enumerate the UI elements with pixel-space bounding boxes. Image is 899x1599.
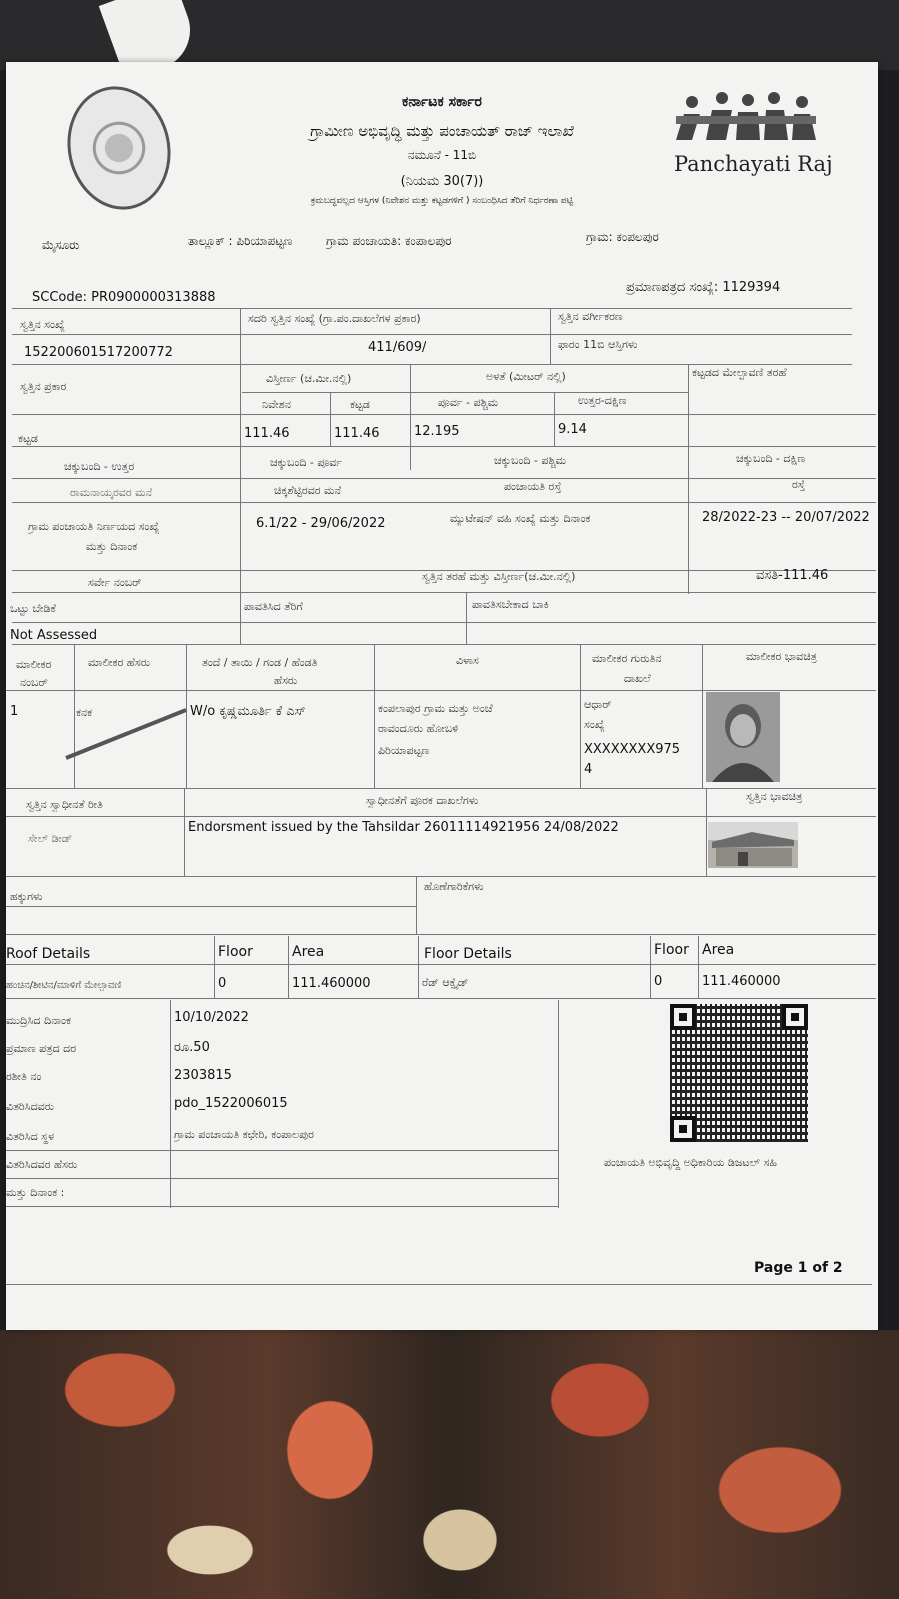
owner-no-label-2: ನಂಬರ್ — [20, 676, 48, 689]
tax-paid-label: ಪಾವತಿಸಿದ ತೆರಿಗೆ — [244, 600, 303, 613]
boundary-south-value: ರಸ್ತೆ — [792, 478, 806, 491]
digital-signature-label: ಪಂಚಾಯತಿ ಅಭಿವೃದ್ಧಿ ಅಧಿಕಾರಿಯ ಡಿಜಟಲ್ ಸಹಿ — [604, 1156, 777, 1169]
address-line-3: ಪಿರಿಯಾಪಟ್ಟಣ — [378, 744, 430, 757]
area-label: ವಿಸ್ತೀರ್ಣ (ಚ.ಮೀ.ನಲ್ಲಿ) — [266, 372, 352, 385]
roof-floor-value: 0 — [218, 976, 227, 991]
property-class-value: ಫಾರಂ 11ಬಿ ಆಸ್ತಿಗಳು — [558, 338, 638, 351]
issuer-label: ವಿತರಿಸಿದವರು — [6, 1100, 55, 1113]
boundary-north-label: ಚಕ್ಕುಬಂದಿ - ಉತ್ತರ — [64, 460, 135, 473]
site-label: ನಿವೇಶನ — [262, 398, 291, 411]
total-demand-value: Not Assessed — [10, 628, 98, 643]
resolution-value: 6.1/22 - 29/06/2022 — [256, 516, 386, 531]
tax-due-label: ಪಾವತಿಸಬೇಕಾದ ಬಾಕಿ — [472, 598, 549, 611]
building-area-value: 111.46 — [334, 426, 380, 441]
relation-label-2: ಹೆಸರು — [274, 674, 298, 687]
receipt-value: 2303815 — [174, 1068, 232, 1083]
north-south-label: ಉತ್ತರ-ದಕ್ಷಿಣ — [578, 394, 627, 407]
header-line2: ಗ್ರಾಮೀಣ ಅಭಿವೃದ್ಧಿ ಮತ್ತು ಪಂಚಾಯತ್ ರಾಜ್ ಇಲಾಖೆ — [310, 122, 574, 140]
property-no-label: ಸದರಿ ಸ್ವತ್ತಿನ ಸಂಖ್ಯೆ (ಗ್ರಾ.ಪಂ.ದಾಖಲೆಗಳ ಪ್ರಕಾರ) — [248, 312, 421, 325]
boundary-east-label: ಚಕ್ಕುಬಂದಿ - ಪೂರ್ವ — [270, 456, 343, 469]
floor-details-title: Floor Details — [424, 946, 512, 962]
owner-photo-label: ಮಾಲೀಕರ ಭಾವಚಿತ್ರ — [746, 650, 817, 663]
survey-number-label: ಸರ್ವೇ ನಂಬರ್ — [88, 576, 142, 589]
address-line-2: ರಾವಂದೂರು ಹೋಬಳಿ — [378, 722, 459, 735]
property-id-value: 152200601517200772 — [24, 345, 173, 360]
liabilities-label: ಹೊಣೆಗಾರಿಕೆಗಳು — [424, 880, 484, 893]
possession-docs-label: ಸ್ವಾಧೀನತೆಗೆ ಪೂರಕ ದಾಖಲೆಗಳು — [366, 794, 479, 807]
boundary-west-label: ಚಕ್ಕುಬಂದಿ - ಪಶ್ಚಿಮ — [494, 454, 567, 467]
relation-label-1: ತಂದೆ / ತಾಯಿ / ಗಂಡ / ಹೆಂಡತಿ — [202, 656, 318, 669]
possession-mode-value: ಸೇಲ್ ಡೀಡ್ — [28, 832, 73, 845]
fee-value: ರೂ.50 — [174, 1040, 210, 1055]
lgsc-code: SCCode: PR0900000313888 — [32, 290, 216, 305]
village: ಗ್ರಾಮ: ಕಂಪಲಪುರ — [586, 230, 659, 244]
relation-value: W/o ಕೃಷ್ಣಮೂರ್ತಿ ಕೆ ಎಸ್ — [190, 704, 306, 719]
header-line5: ಕ್ರಮಬದ್ಧವಲ್ಲದ ಆಸ್ತಿಗಳ (ನಿವೇಶನ ಮತ್ತು ಕಟ್ಟಡಗಳಿಗೆ ) ಸಂಬಂಧಿಸಿದ ತೆರಿಗೆ ನಿರ್ಧರಣಾ ಪಟ್ಟಿ — [310, 196, 574, 206]
mutation-label: ಮ್ಯುಟೇಷನ್ ವಹಿ ಸಂಖ್ಯೆ ಮತ್ತು ದಿನಾಂಕ — [450, 512, 591, 525]
floor-floor-label: Floor — [654, 942, 689, 958]
site-area-value: 111.46 — [244, 426, 290, 441]
address-label: ವಿಳಾಸ — [456, 654, 479, 667]
roof-area-label: Area — [292, 944, 325, 960]
page-number: Page 1 of 2 — [754, 1260, 843, 1276]
roof-type-value: ಹಂಚಿನ/ಶೀಟಿನ/ಮಾಳಿಗೆ ಮೇಲ್ಛಾವಣಿ — [6, 980, 122, 991]
floor-floor-value: 0 — [654, 974, 663, 989]
receipt-label: ರಶೀತಿ ನಂ — [6, 1070, 42, 1083]
floor-area-label: Area — [702, 942, 735, 958]
possession-mode-label: ಸ್ವತ್ತಿನ ಸ್ವಾಧೀನತೆ ರೀತಿ — [26, 798, 103, 811]
aadhaar-number-cont: 4 — [584, 762, 593, 777]
boundary-east-value: ಚಿಕ್ಕಶೆಟ್ಟಿರವರ ಮನೆ — [274, 484, 342, 497]
header-line1: ಕರ್ನಾಟಕ ಸರ್ಕಾರ — [402, 94, 482, 110]
boundary-north-value: ರಾಮನಾಯ್ಕರವರ ಮನೆ — [70, 486, 153, 499]
issuer-name-label: ವಿತರಿಸಿದವರ ಹೆಸರು — [6, 1158, 78, 1171]
building-label: ಕಟ್ಟಡ — [350, 398, 370, 411]
issue-date-label: ಮತ್ತು ದಿನಾಂಕ : — [6, 1186, 65, 1199]
aadhaar-label-2: ಸಂಖ್ಯೆ — [584, 718, 605, 731]
roof-details-title: Roof Details — [6, 946, 91, 962]
floor-type-value: ರೆಡ್ ಆಕ್ಸೈಡ್ — [422, 976, 469, 989]
id-proof-label-2: ದಾಖಲೆ — [624, 672, 651, 685]
owner-name-value: ಕನಕ — [76, 706, 93, 719]
roof-type-label: ಕಟ್ಟಡದ ಮೇಲ್ಛಾವಣಿ ತರಹೆ — [692, 366, 787, 379]
fee-label: ಪ್ರಮಾಣ ಪತ್ರದ ದರ — [6, 1042, 77, 1055]
boundary-south-label: ಚಕ್ಕುಬಂದಿ - ದಕ್ಷಿಣ — [736, 452, 806, 465]
east-west-value: 12.195 — [414, 424, 460, 439]
property-type-value: ಕಟ್ಟಡ — [18, 432, 38, 445]
property-no-value: 411/609/ — [368, 340, 427, 355]
strike-mark-icon — [62, 702, 192, 762]
person-icon — [706, 692, 780, 782]
north-south-value: 9.14 — [558, 422, 587, 437]
issue-place-value: ಗ್ರಾಮ ಪಂಚಾಯತಿ ಕಛೇರಿ, ಕಂಪಾಲಪುರ — [174, 1128, 314, 1141]
property-photo — [708, 822, 798, 868]
house-icon — [708, 822, 798, 868]
floor-area-value: 111.460000 — [702, 974, 781, 989]
type-area-label: ಸ್ವತ್ತಿನ ತರಹೆ ಮತ್ತು ವಿಸ್ತೀರ್ಣ(ಚ.ಮೀ.ನಲ್ಲಿ) — [422, 570, 576, 583]
owner-no-label-1: ಮಾಲೀಕರ — [16, 658, 52, 671]
roof-area-value: 111.460000 — [292, 976, 371, 991]
aadhaar-number: XXXXXXXX975 — [584, 742, 681, 757]
fabric-background — [0, 1330, 899, 1599]
resolution-label-1: ಗ್ರಾಮ ಪಂಚಾಯತಿ ನಿರ್ಣಯದ ಸಂಖ್ಯೆ — [28, 520, 160, 533]
issuer-value: pdo_1522006015 — [174, 1096, 288, 1111]
possession-docs-value: Endorsment issued by the Tahsildar 26011114921956 24/08/2022 — [188, 820, 619, 835]
header-line3: ನಮೂನೆ - 11ಬಿ — [407, 148, 477, 162]
rights-label: ಹಕ್ಕುಗಳು — [10, 890, 43, 903]
owner-no-value: 1 — [10, 704, 19, 719]
certificate-number: ಪ್ರಮಾಣಪತ್ರದ ಸಂಖ್ಯೆ: 1129394 — [626, 280, 781, 295]
type-area-value: ವಸತಿ-111.46 — [756, 568, 829, 583]
property-type-label: ಸ್ವತ್ತಿನ ಪ್ರಕಾರ — [20, 380, 67, 393]
owner-photo — [706, 692, 780, 782]
owner-name-label: ಮಾಲೀಕರ ಹೆಸರು — [88, 656, 151, 669]
header-line4: (ನಿಯಮ 30(7)) — [400, 174, 484, 189]
taluk: ತಾಲ್ಲೂಕ್ : ಪಿರಿಯಾಪಟ್ಟಣ — [188, 234, 293, 248]
roof-floor-label: Floor — [218, 944, 253, 960]
qr-code-icon — [670, 1004, 808, 1142]
boundary-west-value: ಪಂಚಾಯತಿ ರಸ್ತೆ — [504, 480, 562, 493]
property-id-label: ಸ್ವತ್ತಿನ ಸಂಖ್ಯೆ — [20, 318, 65, 331]
aadhaar-label-1: ಆಧಾರ್ — [584, 698, 612, 711]
district: ಮೈಸೂರು — [42, 238, 80, 252]
print-date-value: 10/10/2022 — [174, 1010, 249, 1025]
panchayati-raj-logo-icon — [670, 90, 820, 150]
print-date-label: ಮುದ್ರಿಸಿದ ದಿನಾಂಕ — [6, 1014, 71, 1027]
total-demand-label: ಒಟ್ಟು ಬೇಡಿಕೆ — [10, 602, 56, 615]
property-class-label: ಸ್ವತ್ತಿನ ವರ್ಗೀಕರಣ — [558, 310, 623, 323]
east-west-label: ಪೂರ್ವ - ಪಶ್ಚಿಮ — [438, 396, 499, 409]
panchayat: ಗ್ರಾಮ ಪಂಚಾಯತಿ: ಕಂಪಾಲಪುರ — [326, 234, 452, 248]
document-page — [6, 62, 878, 1330]
property-photo-label: ಸ್ವತ್ತಿನ ಭಾವಚಿತ್ರ — [746, 790, 803, 803]
logo-text: Panchayati Raj — [674, 152, 833, 176]
issue-place-label: ವಿತರಿಸಿದ ಸ್ಥಳ — [6, 1130, 55, 1143]
mutation-value: 28/2022-23 -- 20/07/2022 — [702, 510, 870, 525]
address-line-1: ಕಂಪಲಾಪುರ ಗ್ರಾಮ ಮತ್ತು ಅಂಚೆ — [378, 702, 493, 715]
dimension-label: ಅಳತೆ (ಮೀಟರ್ ನಲ್ಲಿ) — [486, 370, 566, 383]
resolution-label-2: ಮತ್ತು ದಿನಾಂಕ — [86, 540, 138, 553]
id-proof-label-1: ಮಾಲೀಕರ ಗುರುತಿನ — [592, 652, 662, 665]
